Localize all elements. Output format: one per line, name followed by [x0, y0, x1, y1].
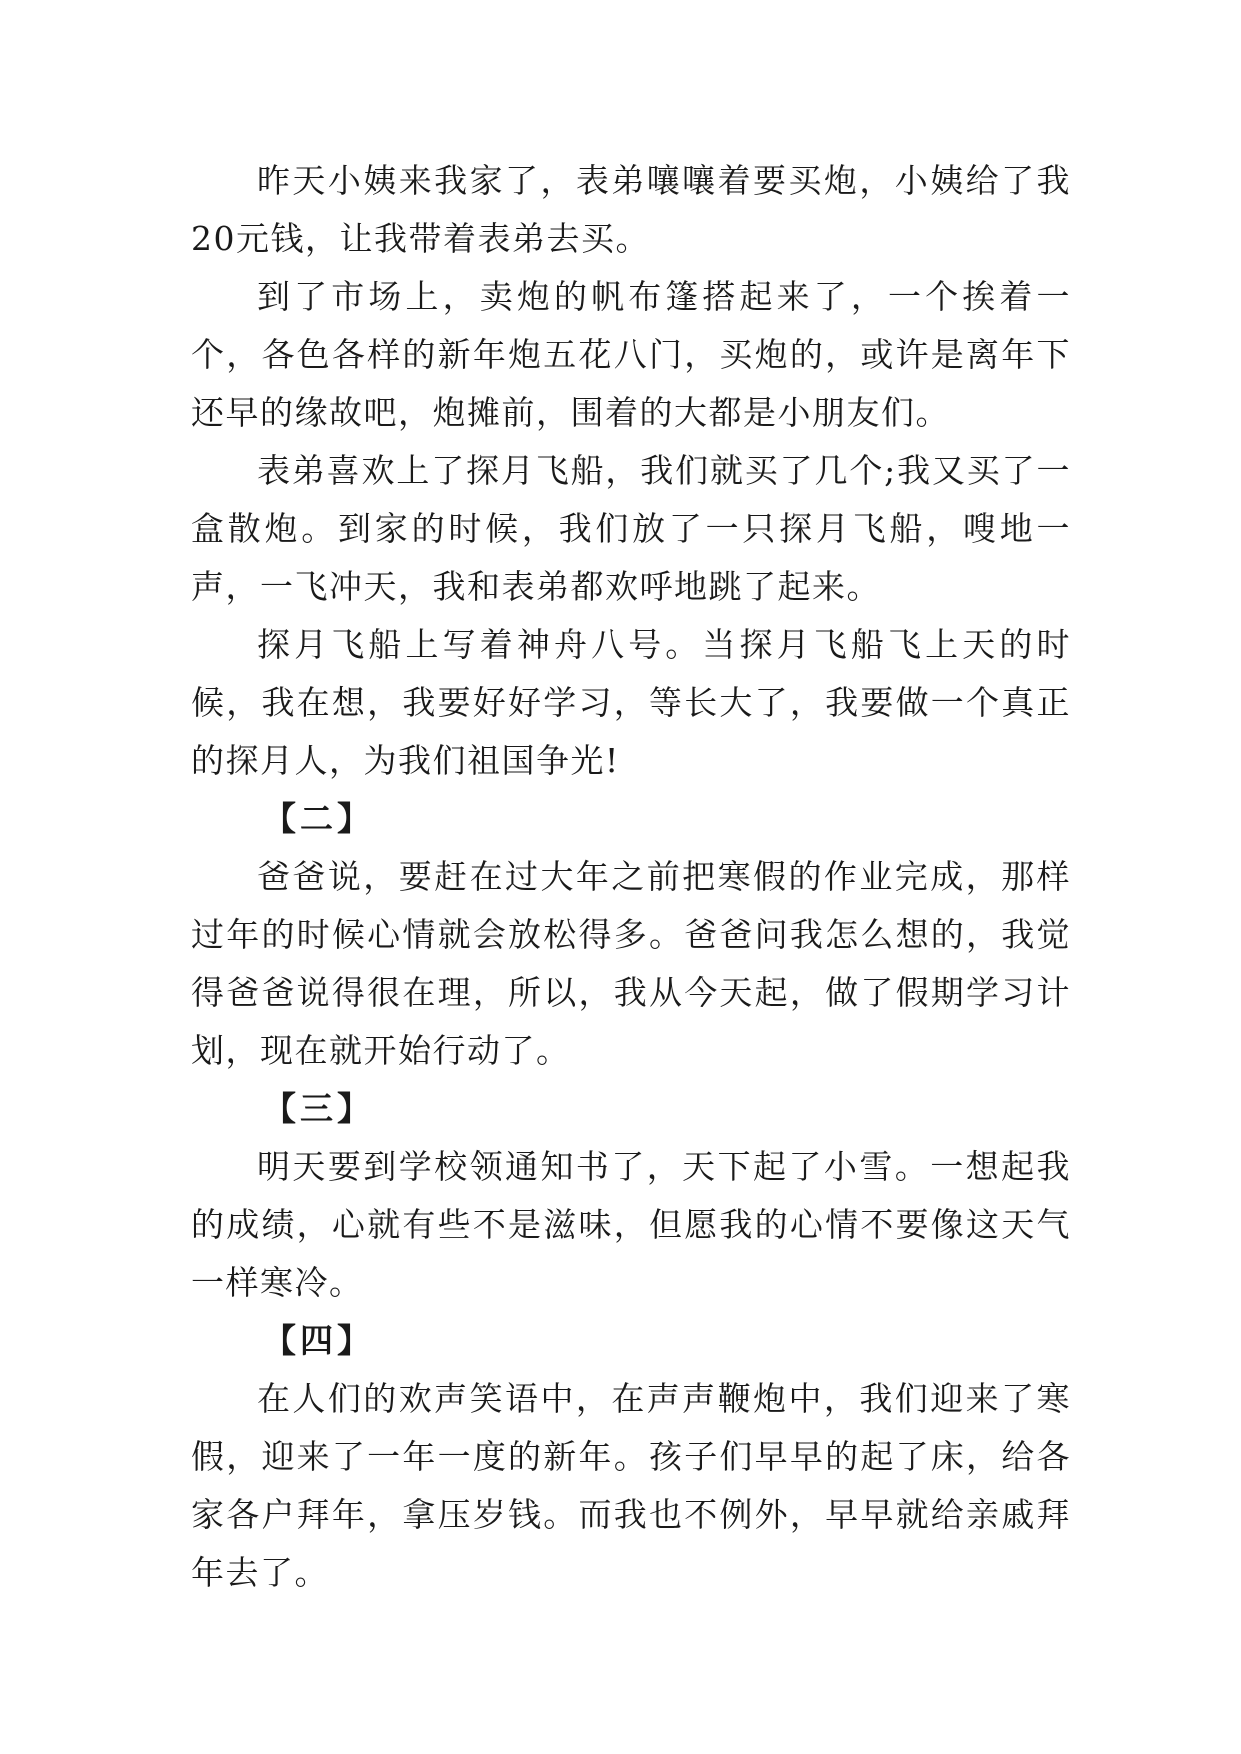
paragraph: 到了市场上，卖炮的帆布篷搭起来了，一个挨着一个，各色各样的新年炮五花八门，买炮的，或许是离年下还早的缘故吧，炮摊前，围着的大都是小朋友们。: [191, 277, 1071, 432]
section-heading: 【四】: [263, 1321, 374, 1360]
section-heading: 【二】: [263, 799, 374, 838]
paragraph: 在人们的欢声笑语中，在声声鞭炮中，我们迎来了寒假，迎来了一年一度的新年。孩子们早早的起了床，给各家各户拜年，拿压岁钱。而我也不例外，早早就给亲戚拜年去了。: [191, 1379, 1071, 1592]
paragraph: 探月飞船上写着神舟八号。当探月飞船飞上天的时候，我在想，我要好好学习，等长大了，我要做一个真正的探月人，为我们祖国争光!: [191, 625, 1071, 780]
section-heading: 【三】: [263, 1089, 374, 1128]
paragraph: 明天要到学校领通知书了，天下起了小雪。一想起我的成绩，心就有些不是滋味，但愿我的心情不要像这天气一样寒冷。: [191, 1147, 1071, 1302]
paragraph: 爸爸说，要赶在过大年之前把寒假的作业完成，那样过年的时候心情就会放松得多。爸爸问我怎么想的，我觉得爸爸说得很在理，所以，我从今天起，做了假期学习计划，现在就开始行动了。: [191, 857, 1071, 1070]
paragraph: 昨天小姨来我家了，表弟嚷嚷着要买炮，小姨给了我20元钱，让我带着表弟去买。: [191, 161, 1071, 258]
paragraph: 表弟喜欢上了探月飞船，我们就买了几个;我又买了一盒散炮。到家的时候，我们放了一只探月飞船，嗖地一声，一飞冲天，我和表弟都欢呼地跳了起来。: [191, 451, 1071, 606]
document-body: [191, 152, 1071, 1602]
